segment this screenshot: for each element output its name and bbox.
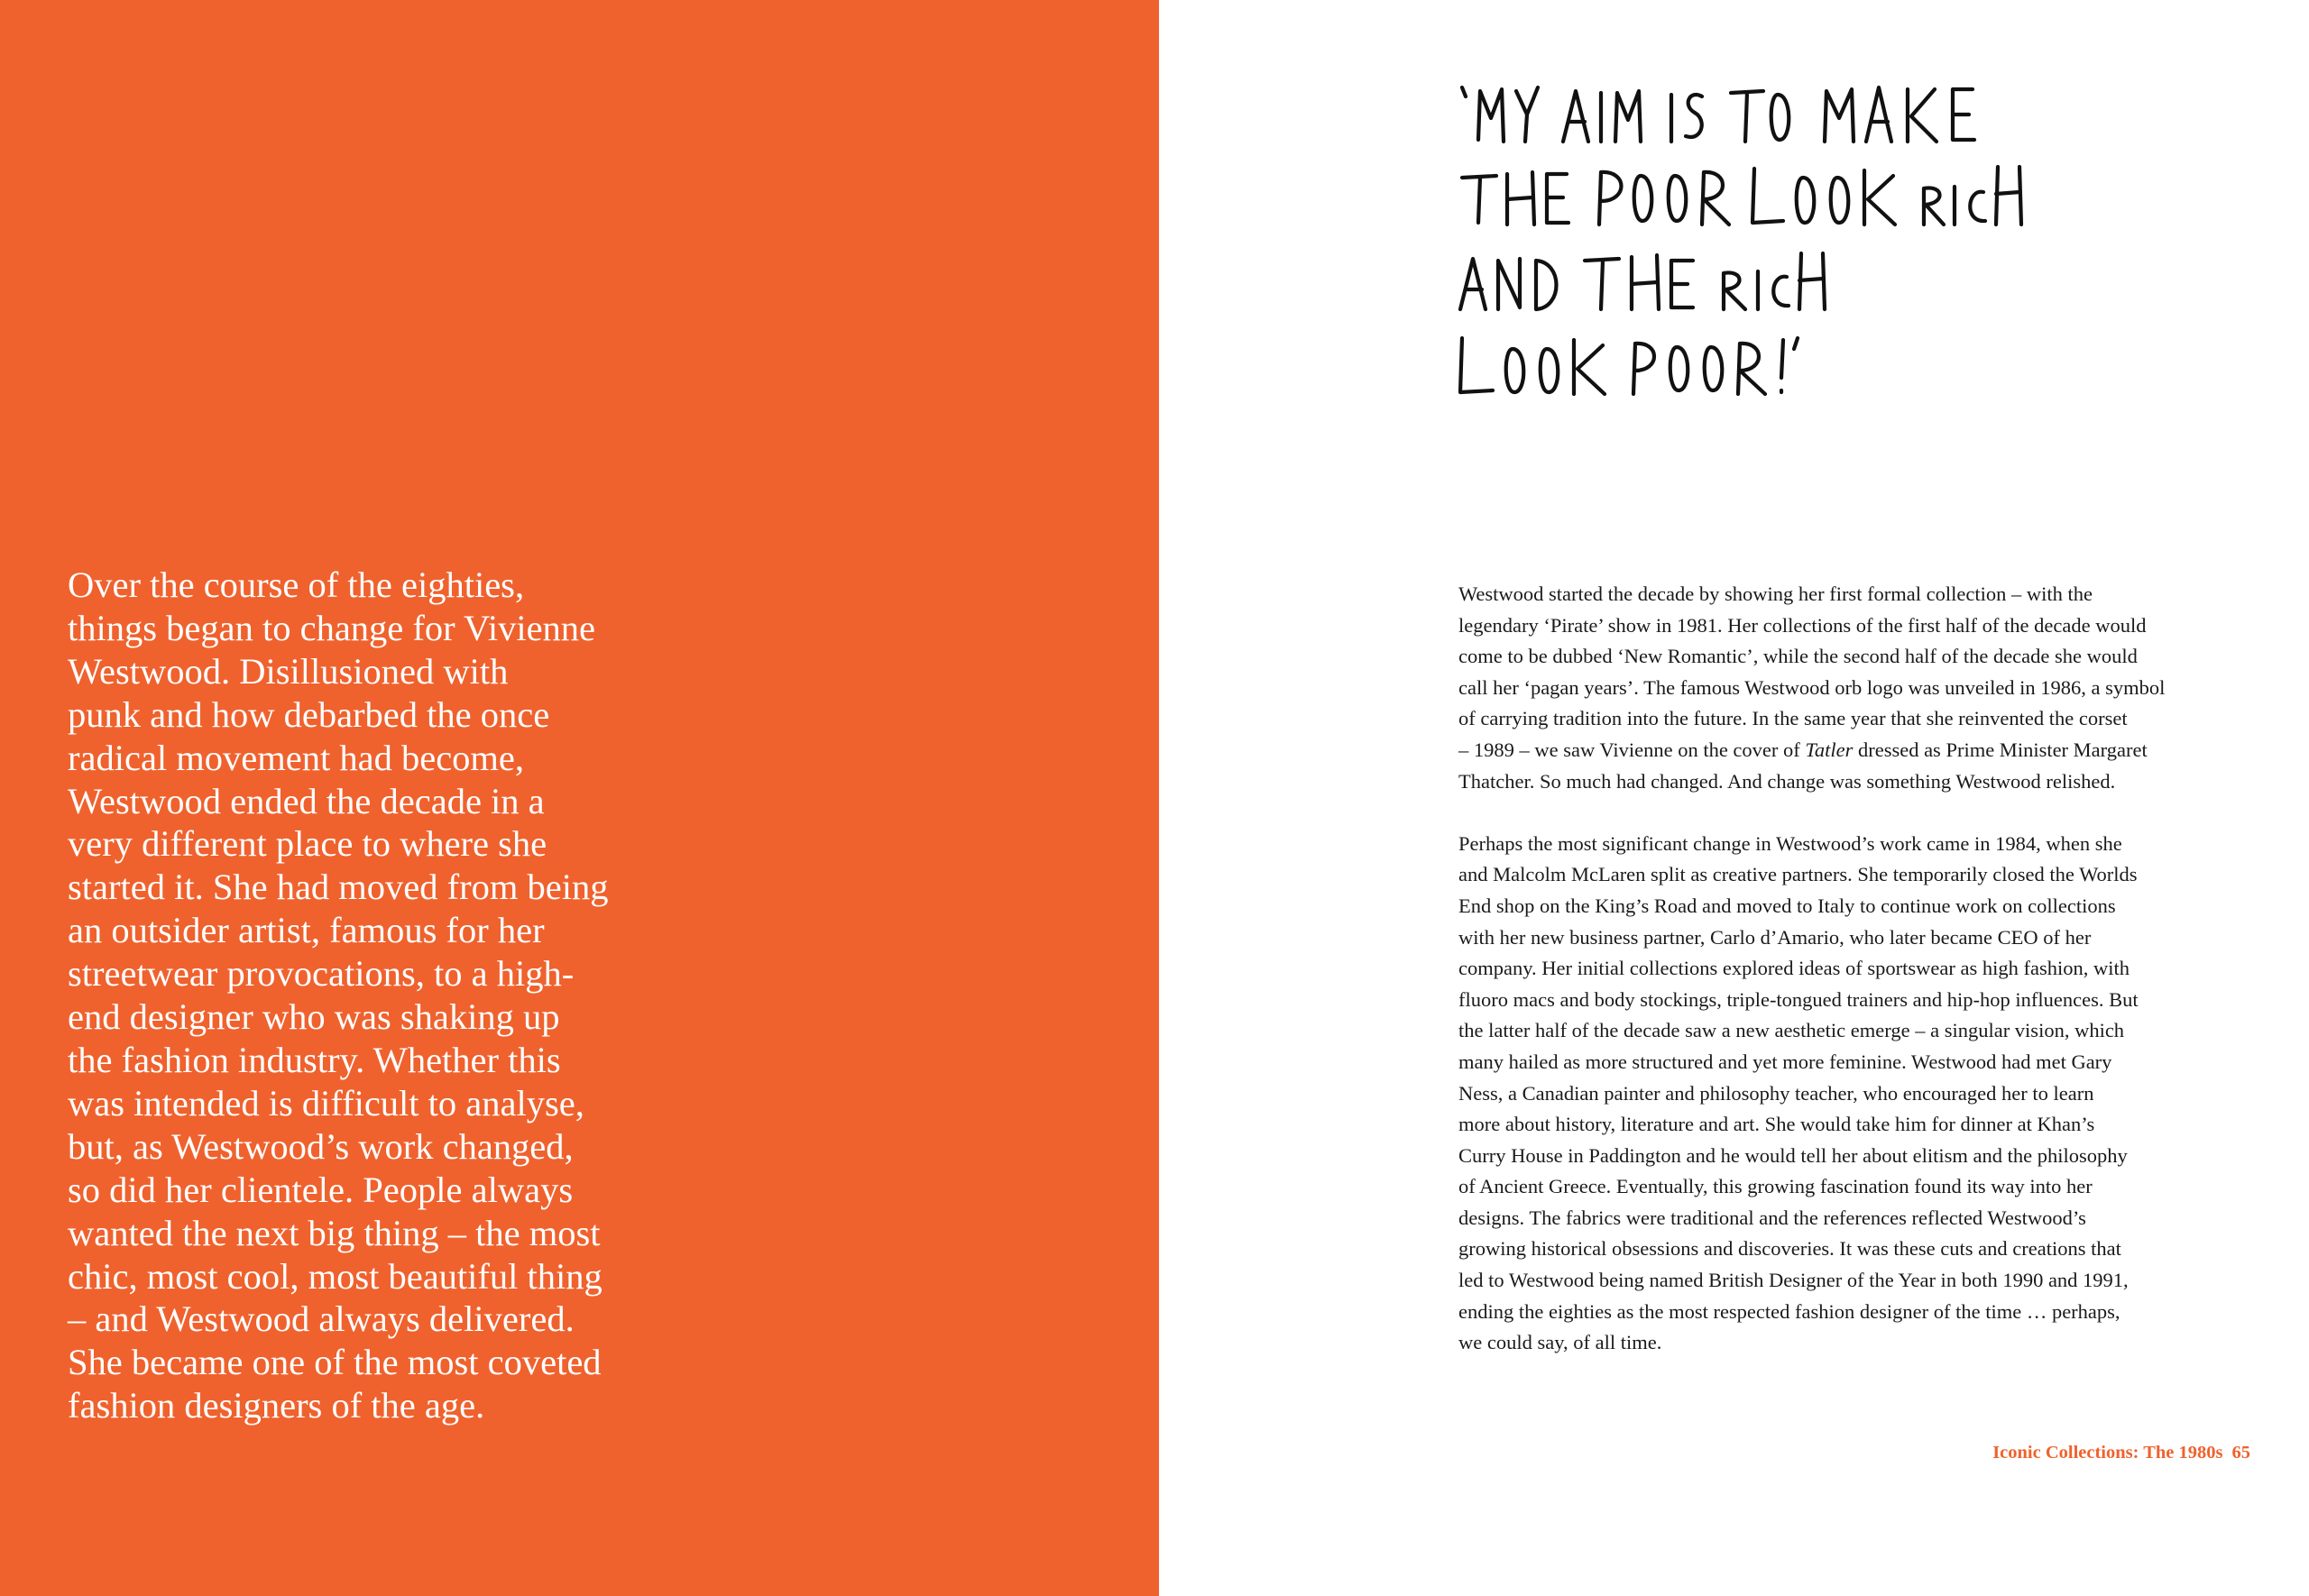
body-line: designs. The fabrics were traditional and the references reflected Westwood’s [1458, 1206, 2086, 1229]
paragraph-gap [1458, 797, 2252, 829]
body-line: led to Westwood being named British Designer of the Year in both 1990 and 1991, [1458, 1269, 2129, 1292]
intro-line: the fashion industry. Whether this [68, 1039, 561, 1080]
intro-line: She became one of the most coveted [68, 1342, 602, 1383]
body-copy [1458, 579, 2252, 1359]
intro-line: Westwood ended the decade in a [68, 780, 545, 821]
intro-line: radical movement had become, [68, 737, 525, 778]
body-line: we could say, of all time. [1458, 1331, 1662, 1354]
body-line: Perhaps the most significant change in Westwood’s work came in 1984, when she [1458, 831, 2122, 855]
intro-line: Westwood. Disillusioned with [68, 650, 509, 692]
body-line: call her ‘pagan years’. The famous Westwood orb logo was unveiled in 1986, a symbol [1458, 675, 2166, 699]
body-line: the latter half of the decade saw a new aesthetic emerge – a singular vision, which [1458, 1019, 2125, 1042]
intro-line: chic, most cool, most beautiful thing [68, 1255, 603, 1297]
page-number: 65 [2231, 1443, 2250, 1463]
intro-line: started it. She had moved from being [68, 867, 609, 908]
intro-line: fashion designers of the age. [68, 1385, 485, 1426]
running-head: Iconic Collections: The 1980s [1992, 1443, 2223, 1463]
handwritten-quote-artwork [1457, 77, 2034, 401]
intro-line: – and Westwood always delivered. [68, 1298, 575, 1340]
body-line: legendary ‘Pirate’ show in 1981. Her collections of the first half of the decade would [1458, 613, 2147, 637]
body-line: Westwood started the decade by showing her first formal collection – with the [1458, 582, 2093, 605]
body-line: many hailed as more structured and yet more feminine. Westwood had met Gary [1458, 1050, 2112, 1073]
intro-paragraph [68, 564, 699, 1427]
body-line: Ness, a Canadian painter and philosophy teacher, who encouraged her to learn [1458, 1081, 2094, 1105]
intro-line: streetwear provocations, to a high- [68, 953, 575, 995]
intro-line: very different place to where she [68, 823, 547, 865]
intro-line: an outsider artist, famous for her [68, 910, 545, 951]
intro-line: was intended is difficult to analyse, [68, 1082, 584, 1124]
intro-line: so did her clientele. People always [68, 1169, 574, 1210]
body-line: Thatcher. So much had changed. And change was something Westwood relished. [1458, 769, 2116, 793]
page-footer [1992, 1443, 2250, 1463]
tatler-title: Tatler [1805, 738, 1854, 761]
body-line-part: dressed as Prime Minister Margaret [1853, 738, 2148, 761]
body-line-part: – 1989 – we saw Vivienne on the cover of [1458, 738, 1806, 761]
handwritten-quote [1457, 77, 2034, 401]
body-line: Curry House in Paddington and he would tell her about elitism and the philosophy [1458, 1143, 2128, 1167]
body-paragraph-1 [1458, 579, 2252, 797]
intro-line: Over the course of the eighties, [68, 564, 525, 605]
body-paragraph-2 [1458, 829, 2252, 1359]
body-line: End shop on the King’s Road and moved to Italy to continue work on collections [1458, 894, 2116, 917]
intro-line: but, as Westwood’s work changed, [68, 1125, 574, 1167]
body-line: more about history, literature and art. She would take him for dinner at Khan’s [1458, 1113, 2095, 1136]
intro-line: wanted the next big thing – the most [68, 1212, 601, 1253]
body-line: growing historical obsessions and discoveries. It was these cuts and creations that [1458, 1237, 2121, 1261]
body-line-tatler [1458, 735, 2252, 766]
body-line: fluoro macs and body stockings, triple-tongued trainers and hip-hop influences. But [1458, 987, 2139, 1011]
intro-line: end designer who was shaking up [68, 996, 560, 1038]
body-line: company. Her initial collections explored ideas of sportswear as high fashion, with [1458, 957, 2130, 980]
intro-line: things began to change for Vivienne [68, 607, 596, 648]
body-line: come to be dubbed ‘New Romantic’, while the second half of the decade she would [1458, 645, 2138, 668]
intro-line: punk and how debarbed the once [68, 693, 550, 735]
body-line: and Malcolm McLaren split as creative partners. She temporarily closed the Worlds [1458, 863, 2138, 886]
body-line: with her new business partner, Carlo d’Amario, who later became CEO of her [1458, 925, 2092, 949]
body-line: ending the eighties as the most respected fashion designer of the time … perhaps, [1458, 1299, 2120, 1323]
body-line: of carrying tradition into the future. In the same year that she reinvented the corset [1458, 707, 2128, 730]
body-line: of Ancient Greece. Eventually, this growing fascination found its way into her [1458, 1175, 2093, 1198]
